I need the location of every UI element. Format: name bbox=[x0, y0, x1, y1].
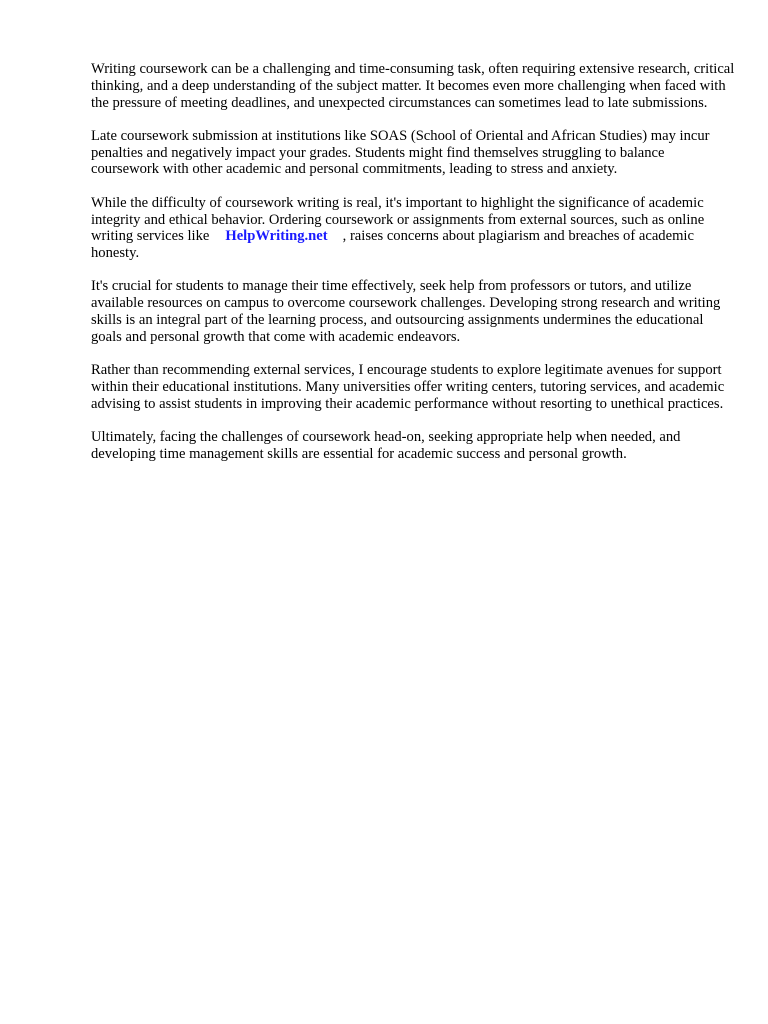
paragraph-5: Rather than recommending external services, I encourage students to explore legitimate avenues for support within their educational institutions. Many universities offer writing centers, tutoring services, and academic advising to assist students in improving their academic performance without resorting to unethical practices. bbox=[91, 362, 725, 412]
helpwriting-link[interactable]: HelpWriting.net bbox=[225, 228, 328, 245]
paragraph-3-text-after: , raises concerns about plagiarism and breaches of academic honesty. bbox=[91, 228, 694, 262]
paragraph-6: Ultimately, facing the challenges of coursework head-on, seeking appropriate help when needed, and developing time management skills are essential for academic success and personal growth. bbox=[91, 429, 681, 462]
paragraph-1: Writing coursework can be a challenging and time-consuming task, often requiring extensive research, critical thinking, and a deep understanding of the subject matter. It becomes even more challenging when faced with the pressure of meeting deadlines, and unexpected circumstances can sometimes lead to late submissions. bbox=[91, 61, 735, 111]
paragraph-3 bbox=[91, 195, 736, 262]
paragraph-2: Late coursework submission at institutions like SOAS (School of Oriental and African Studies) may incur penalties and negatively impact your grades. Students might find themselves struggling to balance coursework with other academic and personal commitments, leading to stress and anxiety. bbox=[91, 127, 710, 178]
document-body bbox=[91, 61, 736, 479]
paragraph-3-text-before: While the difficulty of coursework writing is real, it's important to highlight the significance of academic integrity and ethical behavior. Ordering coursework or assignments from external sources, such as online writing services like bbox=[91, 194, 705, 245]
paragraph-4: It's crucial for students to manage their time effectively, seek help from professors or tutors, and utilize available resources on campus to overcome coursework challenges. Developing strong research and writing skills is an integral part of the learning process, and outsourcing assignments undermines the educational goals and personal growth that come with academic endeavors. bbox=[91, 278, 721, 345]
